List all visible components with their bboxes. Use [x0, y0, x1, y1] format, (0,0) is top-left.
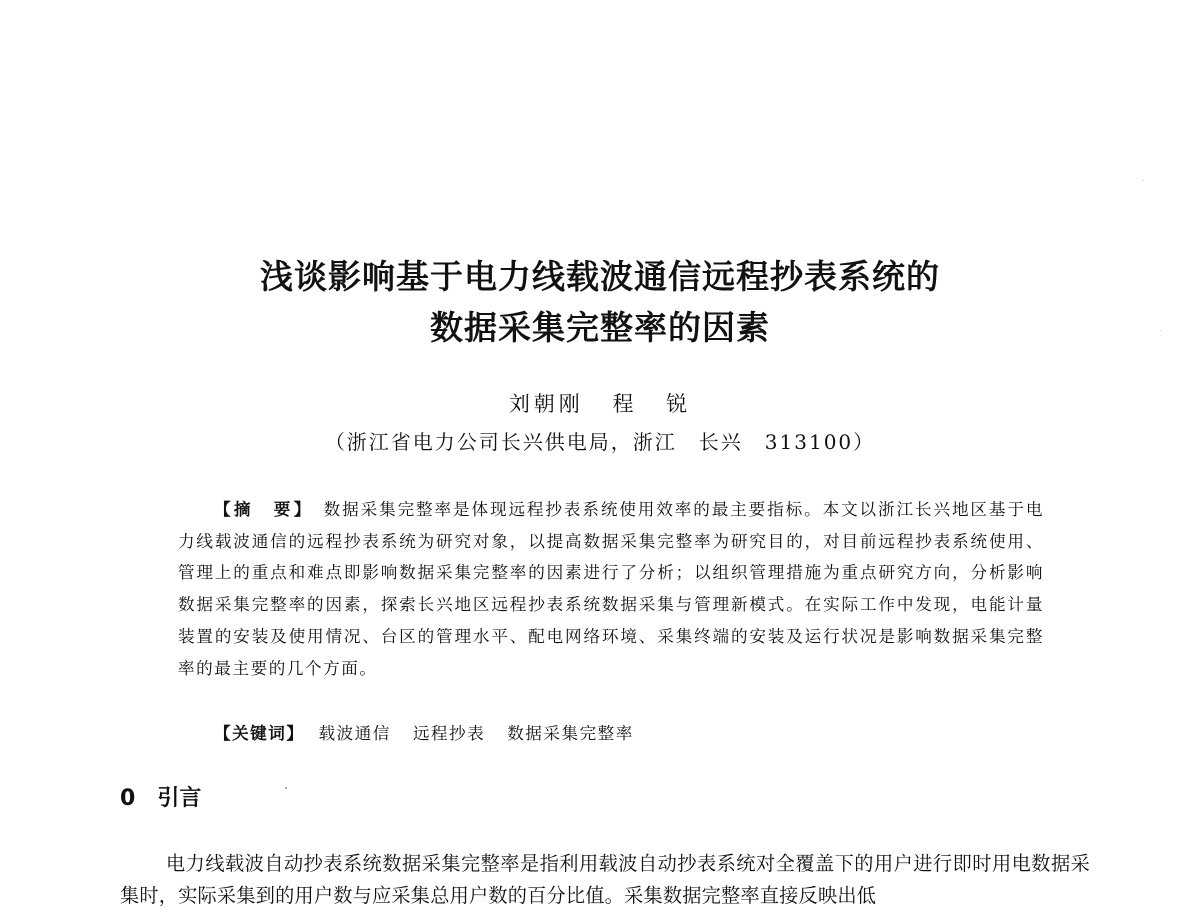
keyword: 远程抄表 [412, 724, 486, 743]
paper-title-line-1: 浅谈影响基于电力线载波通信远程抄表系统的 [260, 257, 940, 296]
abstract [178, 494, 1044, 684]
scan-speck [285, 787, 287, 789]
paper-title-line-2: 数据采集完整率的因素 [430, 308, 770, 347]
keywords [214, 718, 656, 750]
section-number: 0 [120, 786, 136, 811]
section-heading [120, 782, 201, 816]
abstract-text: 数据采集完整率是体现远程抄表系统使用效率的最主要指标。本文以浙江长兴地区基于电力线载波通信的远程抄表系统为研究对象，以提高数据采集完整率为研究目的，对目前远程抄表系统使用、管理上的重点和难点即影响数据采集完整率的因素进行了分析；以组织管理措施为重点研究方向，分析影响数据采集完整率的因素，探索长兴地区远程抄表系统数据采集与管理新模式。在实际工作中发现，电能计量装置的安装及使用情况、台区的管理水平、配电网络环境、采集终端的安装及运行状况是影响数据采集完整率的最主要的几个方面。 [178, 500, 1045, 678]
section-title: 引言 [157, 786, 202, 811]
affiliation: （浙江省电力公司长兴供电局，浙江 长兴 313100） [324, 430, 876, 454]
keywords-label: 【关键词】 [214, 724, 305, 743]
scan-speck [1160, 330, 1161, 331]
keyword: 数据采集完整率 [507, 724, 634, 743]
keyword: 载波通信 [318, 724, 391, 743]
body-paragraph: 电力线载波自动抄表系统数据采集完整率是指利用载波自动抄表系统对全覆盖下的用户进行即时用电数据采集时，实际采集到的用户数与应采集总用户数的百分比值。采集数据完整率直接反映出低 [120, 852, 1090, 907]
abstract-label: 【摘 要】 [214, 500, 314, 519]
authors: 刘朝刚 程 锐 [508, 392, 692, 416]
scan-speck [1143, 180, 1144, 181]
